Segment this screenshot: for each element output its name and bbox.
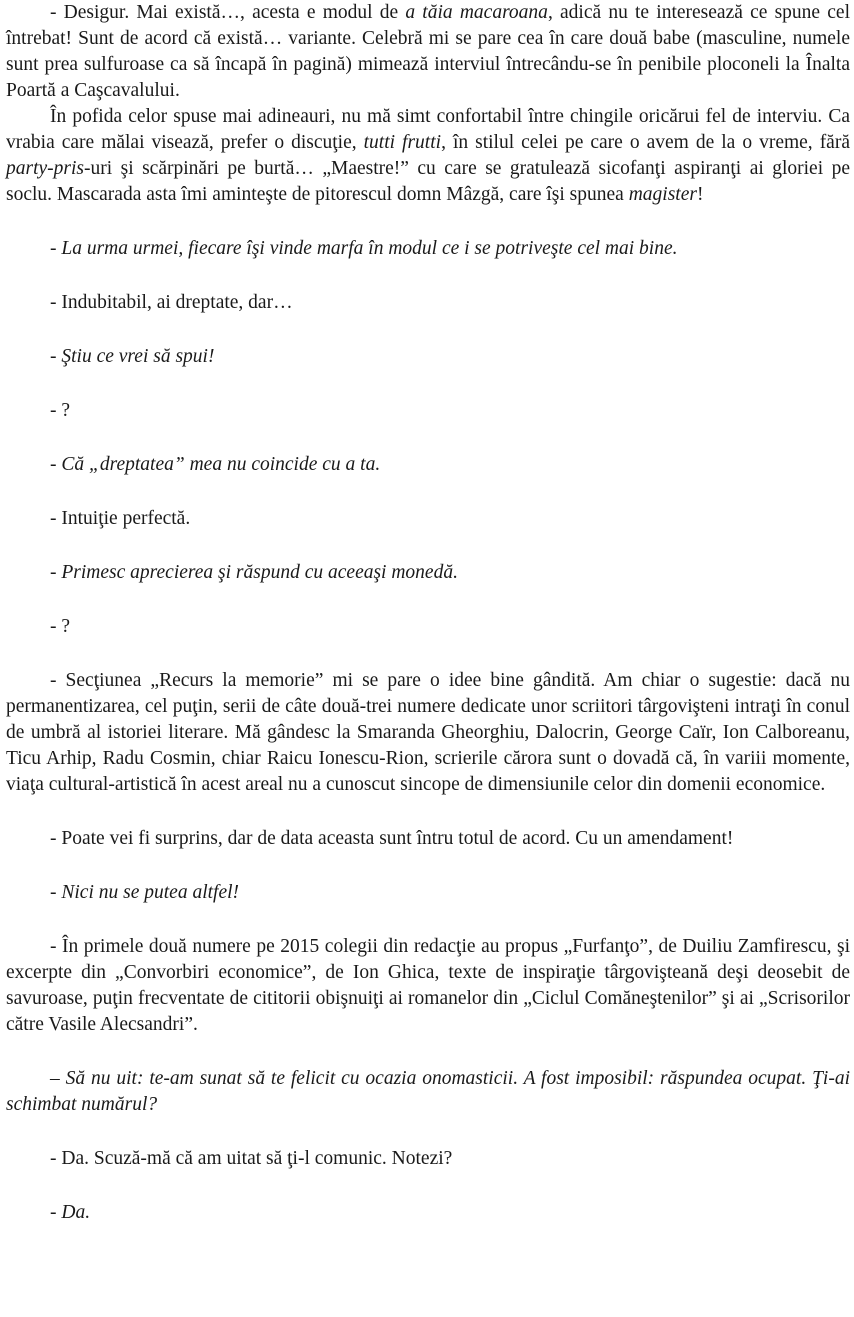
paragraph-p17 (6, 1200, 850, 1226)
paragraph-p6 (6, 398, 850, 424)
text-run: , în stilul celei pe care o avem de la o vreme, fără (441, 132, 850, 153)
text-run: - Poate vei fi surprins, dar de data aceasta sunt întru totul de acord. Cu un amendament! (50, 828, 734, 849)
text-run: - ? (50, 616, 71, 637)
text-run: - Intuiţie perfectă. (50, 508, 191, 529)
italic-text-run: a tăia macaroana (405, 2, 548, 23)
text-run: - Desigur. Mai există…, acesta e modul de (50, 2, 406, 23)
text-run: - În primele două numere pe 2015 colegii din redacţie au propus „Furfanţo”, de Duiliu Zamfirescu, şi excerpte din „Convorbiri economice”, de Ion Ghica, texte de inspiraţie târgovişteană deşi deosebit de savuroase, puţin frecventate de cititorii obişnuiţi ai romanelor din „Ciclul Comăneştenilor” şi ai „Scrisorilor către Vasile Alecsandri”. (6, 936, 850, 1035)
italic-text-run: magister (628, 184, 697, 205)
italic-text-run: La urma urmei, fiecare îşi vinde marfa în modul ce i se potriveşte cel mai bine. (61, 238, 678, 259)
italic-text-run: Da. (61, 1202, 91, 1223)
italic-text-run: Ştiu ce vrei să spui! (61, 346, 215, 367)
text-run: -uri şi scărpinări pe burtă… „Maestre!” cu care se gratulează sicofanţi aspiranţi ai gloriei pe soclu. Mascarada asta îmi aminteşte de pitorescul domn Mâzgă, care îşi spunea (6, 158, 850, 205)
italic-text-run: party-pris (6, 158, 84, 179)
italic-text-run: Nici nu se putea altfel! (61, 882, 240, 903)
text-run: - Indubitabil, ai dreptate, dar… (50, 292, 293, 313)
paragraph-p2 (6, 104, 850, 208)
paragraph-p1 (6, 0, 850, 104)
paragraph-p16 (6, 1146, 850, 1172)
paragraph-p10 (6, 614, 850, 640)
paragraph-p15 (6, 1066, 850, 1118)
text-run: - (50, 882, 62, 903)
text-run: – (50, 1068, 66, 1089)
paragraph-p12 (6, 826, 850, 852)
italic-text-run: Primesc aprecierea şi răspund cu aceeaşi monedă. (61, 562, 458, 583)
paragraph-p13 (6, 880, 850, 906)
document-page (6, 0, 850, 1226)
paragraph-p11 (6, 668, 850, 798)
text-run: - (50, 562, 62, 583)
paragraph-p4 (6, 290, 850, 316)
paragraph-p5 (6, 344, 850, 370)
text-run: - Da. Scuză-mă că am uitat să ţi-l comunic. Notezi? (50, 1148, 453, 1169)
text-run: - (50, 1202, 62, 1223)
paragraph-p8 (6, 506, 850, 532)
text-run: În pofida celor spuse mai adineauri, nu mă simt confortabil între chingile oricărui fel de interviu. Ca vrabia care mălai visează, prefer o discuţie, (6, 106, 850, 153)
text-run: - (50, 346, 62, 367)
italic-text-run: Să nu uit: te-am sunat să te felicit cu ocazia onomasticii. A fost imposibil: răspundea ocupat. Ţi-ai schimbat numărul? (6, 1068, 850, 1115)
paragraph-p14 (6, 934, 850, 1038)
text-run: - (50, 454, 62, 475)
text-run: - Secţiunea „Recurs la memorie” mi se pare o idee bine gândită. Am chiar o sugestie: dacă nu permanentizarea, cel puţin, serii de câte două-trei numere dedicate unor scriitori târgovişteni intraţi în conul de umbră al istoriei literare. Mă gândesc la Smaranda Gheorghiu, Dalocrin, George Caïr, Ion Calboreanu, Ticu Arhip, Radu Cosmin, chiar Raicu Ionescu-Rion, scrierile cărora sunt o dovadă că, în variii momente, viaţa cultural-artistică în acest areal nu a cunoscut sincope de dimensiunile celor din domenii economice. (6, 670, 850, 795)
text-run: - ? (50, 400, 71, 421)
paragraph-p9 (6, 560, 850, 586)
text-run: ! (696, 184, 704, 205)
paragraph-p3 (6, 236, 850, 262)
text-run: - (50, 238, 62, 259)
italic-text-run: tutti frutti (363, 132, 442, 153)
text-run: , adică nu te interesează ce spune cel întrebat! Sunt de acord că există… variante. Celebră mi se pare cea în care două babe (masculine, numele sunt prea sulfuroase ca să încapă în pagină) mimează interviul întrecându-se în penibile ploconeli la Înalta Poartă a Caşcavalului. (6, 2, 850, 101)
paragraph-p7 (6, 452, 850, 478)
italic-text-run: Că „dreptatea” mea nu coincide cu a ta. (61, 454, 381, 475)
